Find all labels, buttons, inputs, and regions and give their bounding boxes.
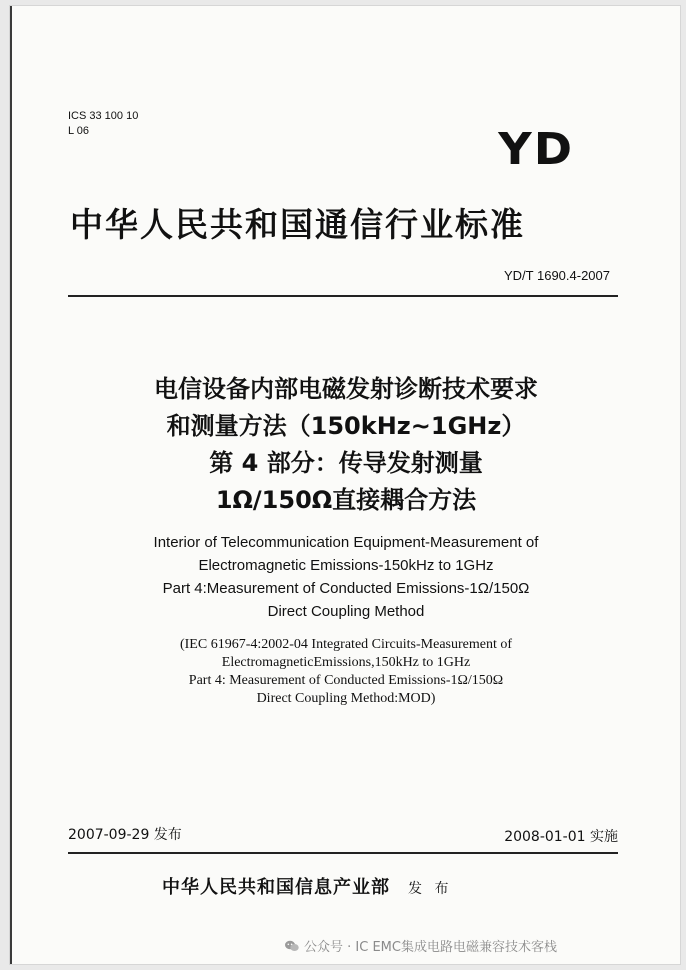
ics-code: ICS 33 100 10 bbox=[68, 110, 139, 122]
ccs-code: L 06 bbox=[68, 125, 90, 137]
publish-date: 2007-09-29 发布 bbox=[68, 827, 182, 843]
title-cn-line: 1Ω/150Ω直接耦合方法 bbox=[215, 486, 477, 514]
issuing-authority bbox=[162, 873, 452, 899]
title-en-line: Electromagnetic Emissions-150kHz to 1GHz bbox=[198, 557, 494, 574]
footer-divider bbox=[68, 852, 618, 854]
standard-number: YD/T 1690.4-2007 bbox=[504, 268, 610, 283]
classification-codes bbox=[68, 109, 138, 139]
title-cn-line: 第 4 部分：传导发射测量 bbox=[209, 449, 483, 477]
iec-reference bbox=[12, 636, 680, 708]
industry-standard-title: 中华人民共和国通信行业标准 bbox=[70, 205, 525, 244]
title-cn-line: 电信设备内部电磁发射诊断技术要求 bbox=[154, 375, 538, 403]
header-divider bbox=[68, 295, 618, 297]
title-en-line: Direct Coupling Method bbox=[267, 603, 425, 620]
document-title-en bbox=[12, 531, 680, 623]
issuer-verb: 发 布 bbox=[408, 881, 453, 897]
iec-line: (IEC 61967-4:2002-04 Integrated Circuits-Measurement of bbox=[179, 637, 513, 652]
iec-line: Direct Coupling Method:MOD) bbox=[256, 691, 436, 706]
wechat-icon bbox=[284, 938, 300, 954]
yd-logo: YD bbox=[498, 124, 575, 175]
title-en-line: Interior of Telecommunication Equipment-Measurement of bbox=[153, 534, 539, 551]
iec-line: Part 4: Measurement of Conducted Emissions-1Ω/150Ω bbox=[188, 673, 504, 688]
standard-cover-page bbox=[10, 6, 680, 964]
implement-date: 2008-01-01 实施 bbox=[504, 829, 618, 845]
wechat-watermark bbox=[284, 936, 557, 955]
issuer-name: 中华人民共和国信息产业部 bbox=[162, 877, 390, 898]
iec-line: ElectromagneticEmissions,150kHz to 1GHz bbox=[221, 655, 471, 670]
document-title-cn bbox=[12, 371, 680, 519]
title-en-line: Part 4:Measurement of Conducted Emissions-1Ω/150Ω bbox=[162, 580, 530, 597]
title-cn-line: 和测量方法（150kHz~1GHz） bbox=[166, 412, 526, 440]
watermark-text: 公众号 · IC EMC集成电路电磁兼容技术客栈 bbox=[304, 940, 557, 955]
